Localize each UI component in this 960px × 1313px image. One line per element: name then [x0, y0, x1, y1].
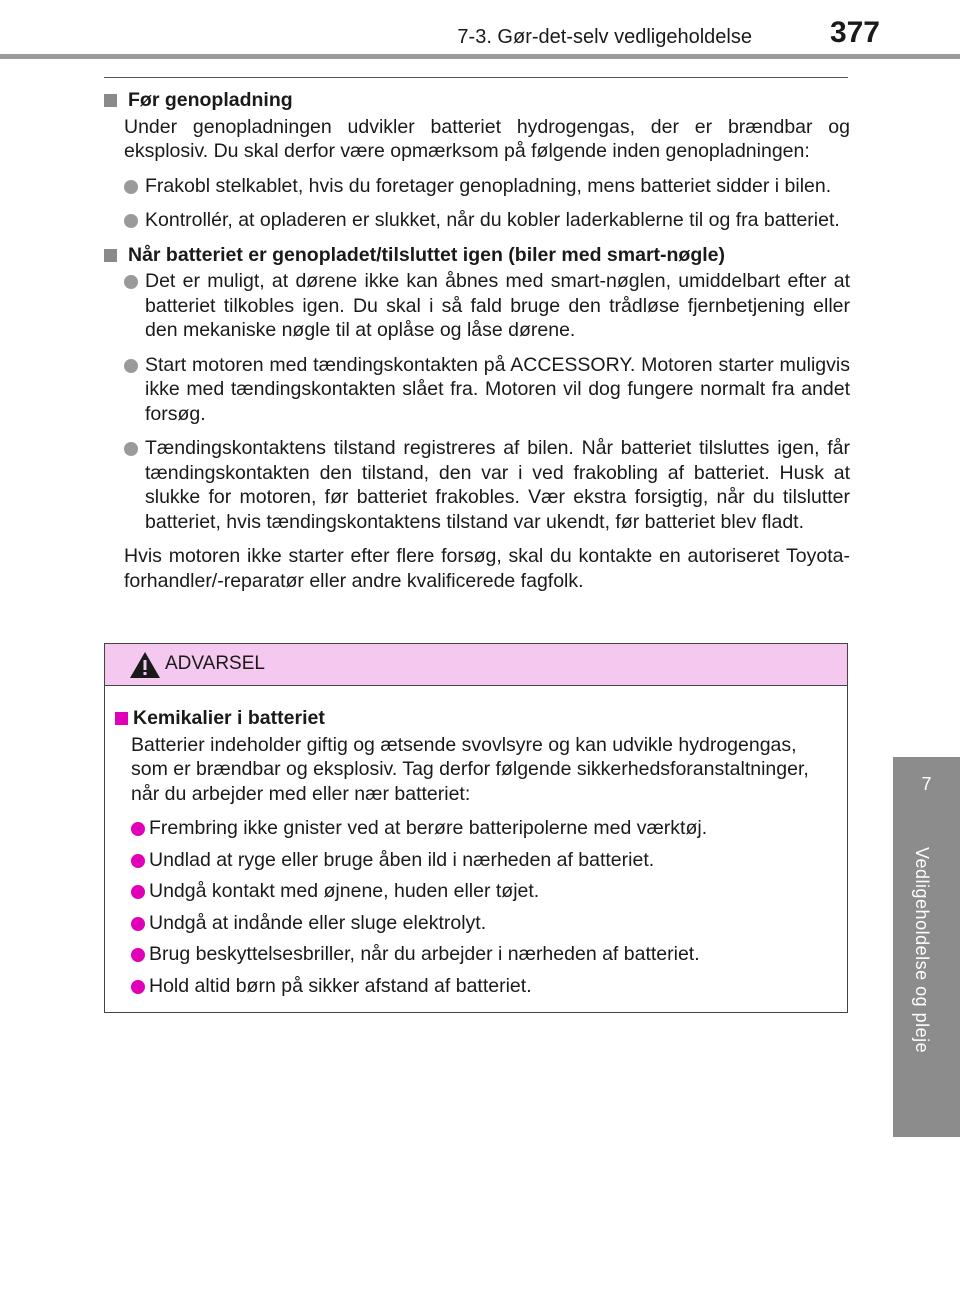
heading-text: Kemikalier i batteriet	[133, 707, 325, 729]
list-item	[104, 353, 850, 427]
round-bullet-icon	[131, 948, 145, 962]
round-bullet-icon	[124, 359, 138, 373]
round-bullet-icon	[124, 214, 138, 228]
list-item	[104, 174, 850, 199]
square-bullet-icon	[104, 94, 117, 107]
list-item	[115, 942, 833, 967]
list-item	[115, 816, 833, 841]
round-bullet-icon	[131, 822, 145, 836]
list-item-text: Tændingskontaktens tilstand registreres af bilen. Når batteriet tilsluttes igen, får tændingskontakten den tilstand, den var i ved frakobling af batteriet. Husk at slukke for motoren, før batteriet frakobles. Vær ekstra forsigtig, når du tilslutter batteriet, hvis tændingskontaktens tilstand var ukendt, før batteriet blev fladt.	[145, 437, 850, 533]
list-item	[104, 208, 850, 233]
heading-text: Før genopladning	[128, 89, 293, 111]
list-item	[115, 911, 833, 936]
list-item-text: Frembring ikke gnister ved at berøre batteripolerne med værktøj.	[149, 817, 708, 839]
header-rule	[0, 54, 960, 59]
square-bullet-icon	[115, 712, 128, 725]
page-number: 377	[829, 16, 880, 49]
main-content	[104, 86, 850, 603]
list-item	[104, 269, 850, 343]
list-item	[115, 879, 833, 904]
section-heading	[104, 243, 850, 268]
list-item	[115, 848, 833, 873]
round-bullet-icon	[131, 917, 145, 931]
list-item-text: Hold altid børn på sikker afstand af batteriet.	[149, 974, 532, 997]
chapter-title: Vedligeholdelse og pleje	[912, 847, 932, 1054]
section-title: 7-3. Gør-det-selv vedligeholdelse	[457, 26, 752, 48]
paragraph: Under genopladningen udvikler batteriet hydrogengas, der er brændbar og eksplosiv. Du skal derfor være opmærksom på følgende inden genopladningen:	[124, 115, 850, 162]
list-item-text: Det er muligt, at dørene ikke kan åbnes med smart-nøglen, umiddelbart efter at batteriet tilkobles igen. Du skal i så fald bruge den trådløse fjernbetjening eller den mekaniske nøgle til at oplåse og låse dørene.	[145, 270, 850, 341]
round-bullet-icon	[131, 854, 145, 868]
square-bullet-icon	[104, 249, 117, 262]
round-bullet-icon	[124, 180, 138, 194]
heading-text: Når batteriet er genopladet/tilsluttet igen (biler med smart-nøgle)	[128, 243, 726, 266]
warning-title: ADVARSEL	[165, 653, 265, 674]
content-rule	[104, 77, 848, 78]
round-bullet-icon	[124, 442, 138, 456]
paragraph: Hvis motoren ikke starter efter flere forsøg, skal du kontakte en autoriseret Toyota-forhandler/-reparatør eller andre kvalificerede fagfolk.	[124, 545, 850, 592]
section-heading	[104, 88, 850, 113]
paragraph: Batterier indeholder giftig og ætsende svovlsyre og kan udvikle hydrogengas, som er brændbar og eksplosiv. Tag derfor følgende sikkerhedsforanstaltninger, når du arbejder med eller nær batteriet:	[131, 733, 809, 805]
list-item-text: Kontrollér, at opladeren er slukket, når du kobler laderkablerne til og fra batteriet.	[145, 209, 840, 231]
list-item-text: Brug beskyttelsesbriller, når du arbejder i nærheden af batteriet.	[149, 943, 700, 965]
list-item-text: Undgå at indånde eller sluge elektrolyt.	[149, 911, 487, 934]
chapter-tab	[893, 757, 960, 1137]
list-item-text: Undlad at ryge eller bruge åben ild i nærheden af batteriet.	[149, 848, 655, 871]
warning-header	[105, 644, 847, 686]
warning-box	[104, 643, 848, 1013]
round-bullet-icon	[131, 980, 145, 994]
chapter-number: 7	[921, 774, 932, 794]
warning-triangle-icon	[129, 651, 161, 679]
warning-heading	[115, 706, 833, 731]
list-item-text: Start motoren med tændingskontakten på ACCESSORY. Motoren starter muligvis ikke med tændingskontakten slået fra. Motoren vil dog fungere normalt fra andet forsøg.	[145, 353, 850, 425]
list-item-text: Undgå kontakt med øjnene, huden eller tøjet.	[149, 880, 540, 902]
list-item	[104, 436, 850, 534]
list-item-text: Frakobl stelkablet, hvis du foretager genopladning, mens batteriet sidder i bilen.	[145, 174, 832, 197]
warning-body	[105, 686, 847, 998]
round-bullet-icon	[131, 885, 145, 899]
round-bullet-icon	[124, 275, 138, 289]
list-item	[115, 974, 833, 999]
